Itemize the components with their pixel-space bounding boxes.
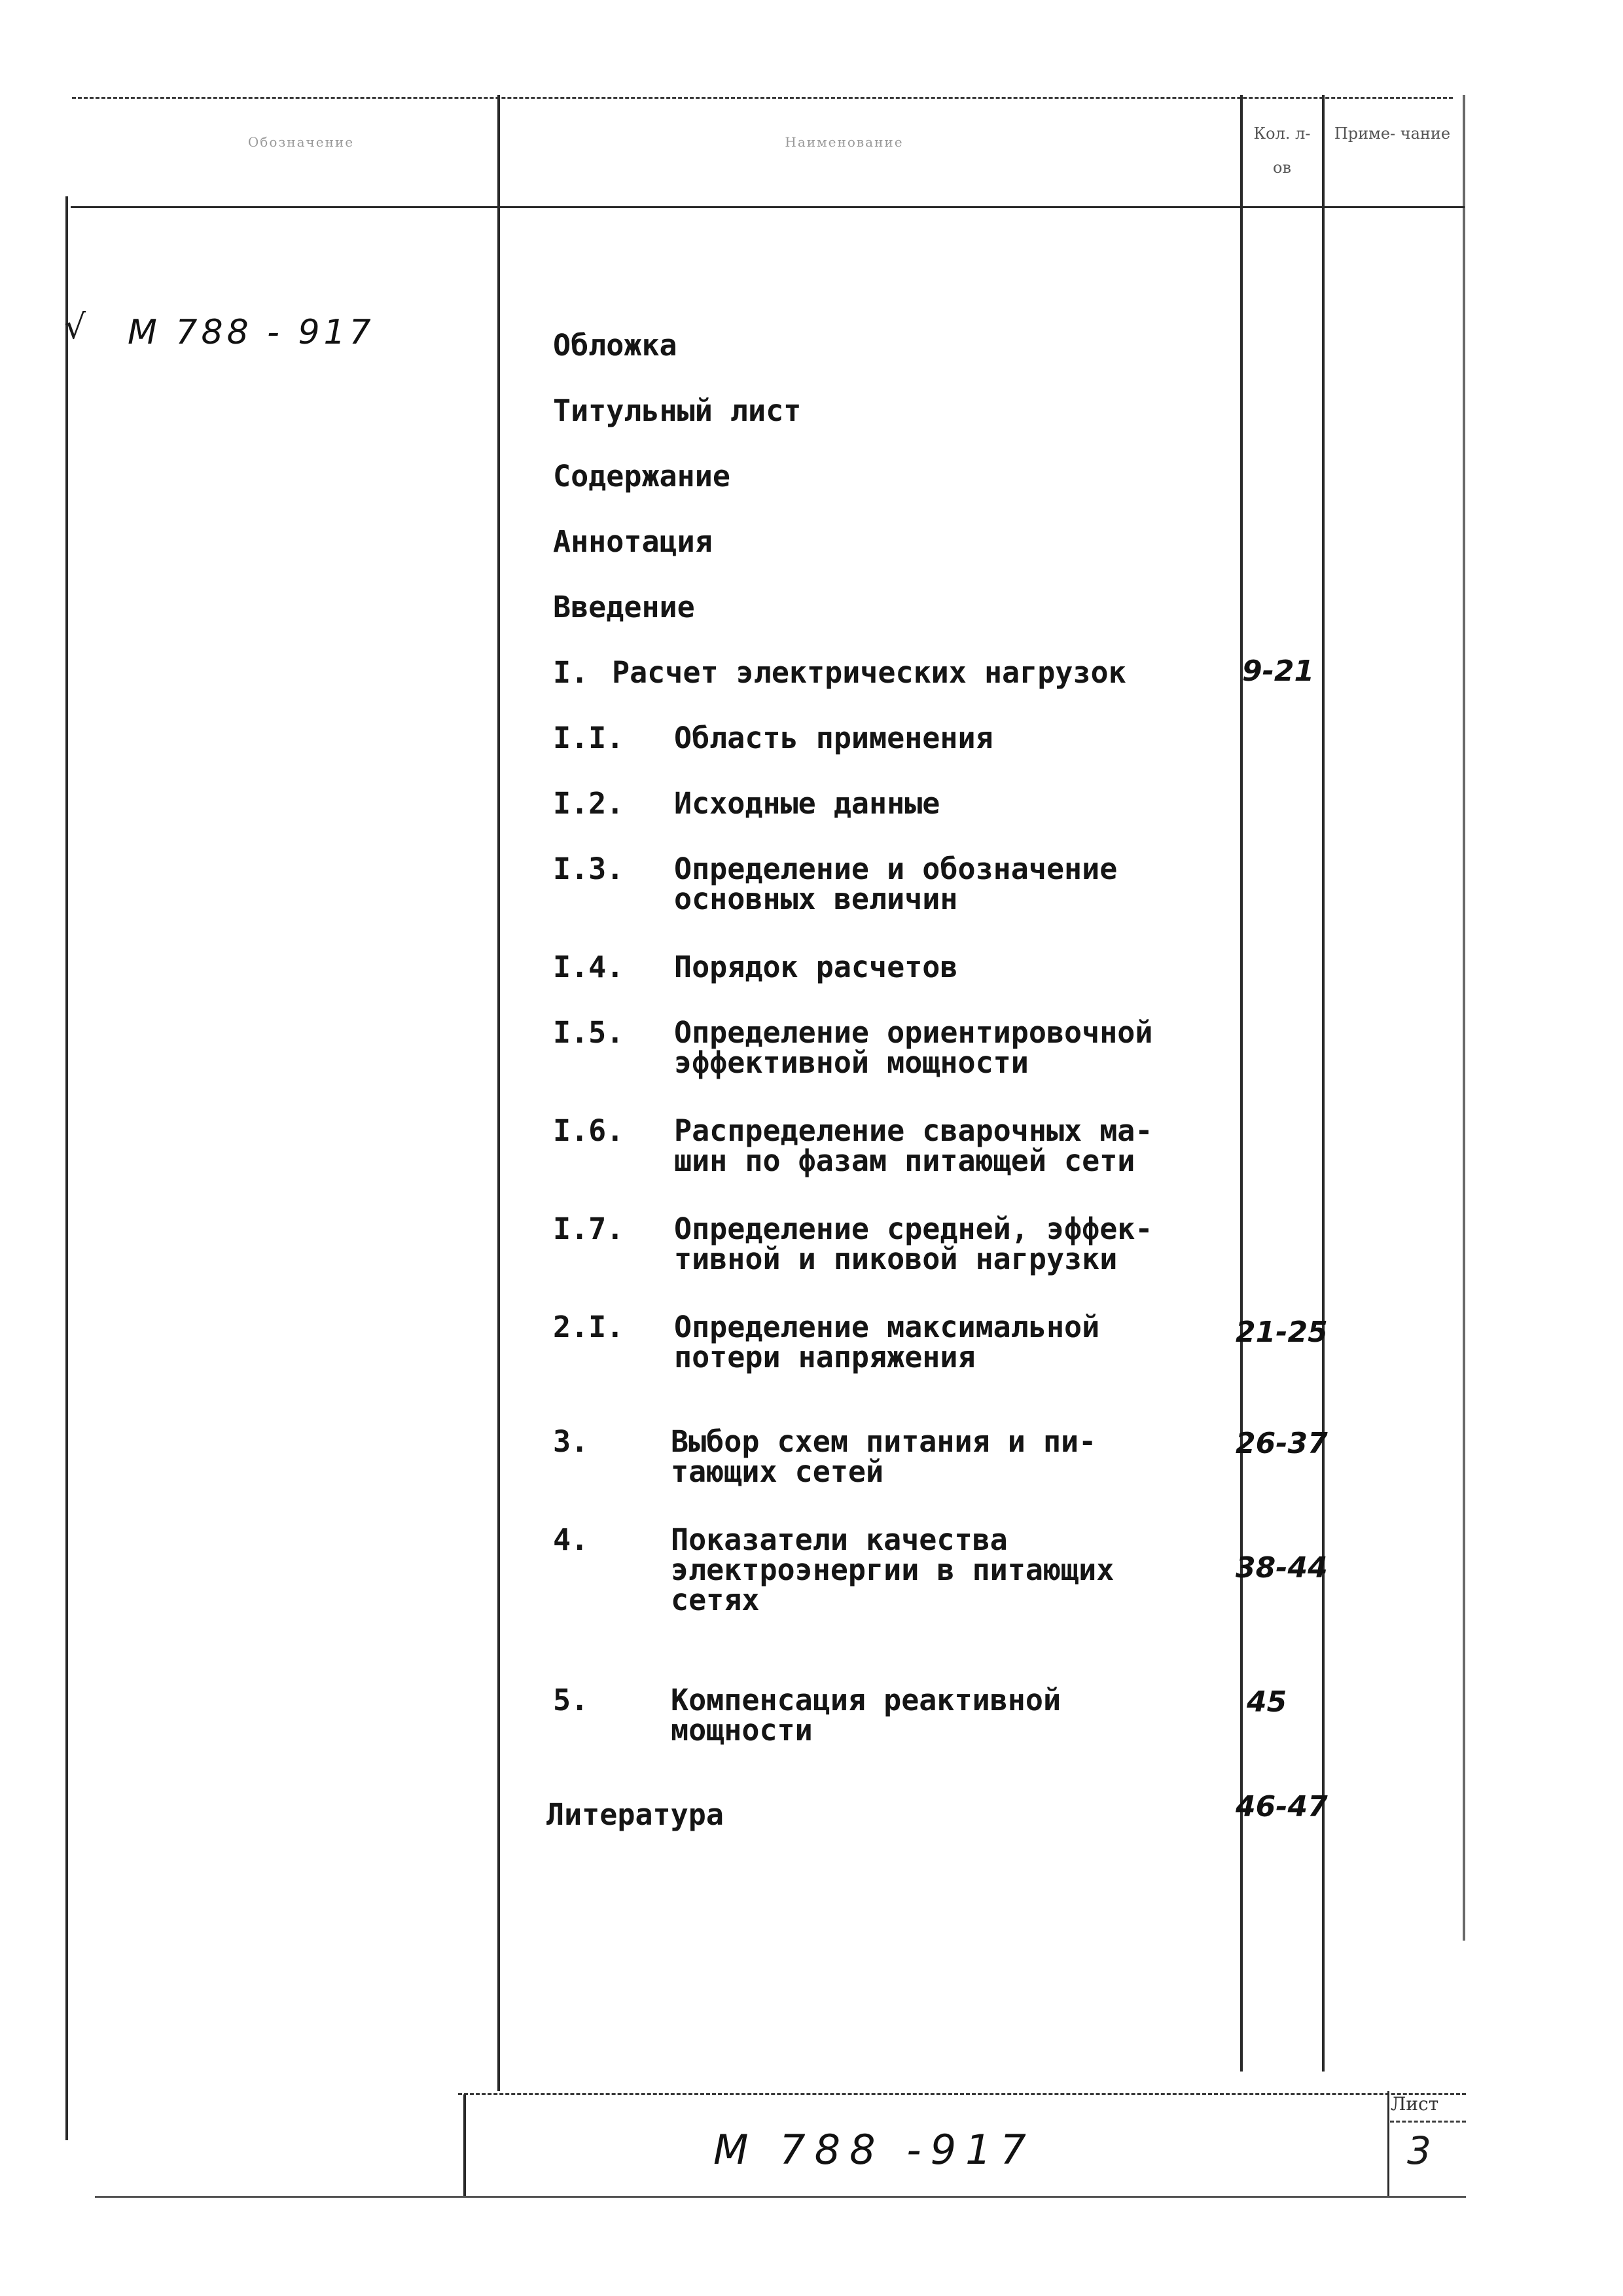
sheet-label-underline — [1390, 2121, 1466, 2125]
sheet-label: Лист — [1391, 2093, 1439, 2115]
toc-item-num: 5. — [553, 1683, 589, 1717]
toc-item-num: 3. — [553, 1424, 589, 1459]
toc-item-num: I.I. — [553, 721, 624, 755]
frame-right-line — [1463, 95, 1465, 1941]
sheet-number: 3 — [1407, 2128, 1431, 2173]
titleblock-document-code: М 788 -917 — [713, 2126, 1035, 2174]
toc-item-num: I.2. — [553, 786, 624, 821]
toc-item-num: I.5. — [553, 1015, 624, 1050]
toc-item-text: Определение средней, эффек- тивной и пиковой нагрузки — [674, 1211, 1153, 1276]
column-divider-2 — [1240, 95, 1243, 2072]
toc-item-introduction: Введение — [553, 590, 695, 624]
column-divider-1 — [497, 95, 500, 2091]
toc-item-text: Определение и обозначение основных величин — [674, 852, 1118, 916]
toc-item-text: Компенсация реактивной мощности — [671, 1683, 1061, 1748]
header-designation-label: Обозначение — [247, 134, 355, 150]
toc-item-text: Исходные данные — [674, 786, 940, 821]
toc-item-text: Определение ориентировочной эффективной мощности — [674, 1015, 1153, 1080]
toc-item-title-page: Титульный лист — [553, 393, 802, 428]
header-bottom-line — [71, 206, 1465, 208]
titleblock-sheet-divider — [1387, 2091, 1389, 2196]
top-border — [72, 97, 1453, 101]
toc-item-num: 4. — [553, 1522, 589, 1557]
toc-item-pages: 21-25 — [1236, 1316, 1328, 1349]
toc-item-literature: Литература — [546, 1797, 724, 1832]
toc-item-text: Определение максимальной потери напряжения — [674, 1310, 1100, 1374]
toc-item-annotation: Аннотация — [553, 524, 713, 559]
header-name-label: Наименование — [785, 134, 904, 150]
toc-item-cover: Обложка — [553, 328, 677, 363]
toc-item-pages: 9-21 — [1242, 655, 1315, 688]
toc-item-num: I.4. — [553, 950, 624, 984]
column-divider-3 — [1322, 95, 1325, 2072]
toc-item-text: Порядок расчетов — [674, 950, 958, 984]
toc-item-text: Распределение сварочных ма- шин по фазам питающей сети — [674, 1113, 1153, 1178]
toc-item-text: Показатели качества электроэнергии в питающих сетях — [671, 1522, 1115, 1617]
toc-item-text: Область применения — [674, 721, 993, 755]
toc-item-contents: Содержание — [553, 459, 730, 493]
titleblock-top-line — [458, 2093, 1466, 2097]
toc-item-num: I.3. — [553, 852, 624, 886]
toc-item-pages: 26-37 — [1236, 1427, 1328, 1460]
toc-item-num: I. — [553, 655, 589, 690]
toc-item-text: Расчет электрических нагрузок — [612, 655, 1126, 690]
frame-left-line — [65, 196, 68, 2140]
toc-item-text: Выбор схем питания и пи- тающих сетей — [671, 1424, 1097, 1489]
toc-item-pages: 45 — [1247, 1685, 1287, 1719]
header-note-label: Приме- чание — [1334, 124, 1451, 143]
toc-item-pages: 38-44 — [1236, 1551, 1328, 1585]
titleblock-bottom-line — [95, 2196, 1466, 2198]
document-code: М 788 - 917 — [128, 313, 375, 352]
toc-item-num: I.6. — [553, 1113, 624, 1148]
toc-item-num: I.7. — [553, 1211, 624, 1246]
titleblock-left-line — [463, 2094, 466, 2196]
check-mark: √ — [64, 308, 86, 347]
header-sheets-count-label: Кол. л-ов — [1253, 124, 1311, 177]
toc-item-pages: 46-47 — [1236, 1790, 1328, 1823]
toc-item-num: 2.I. — [553, 1310, 624, 1344]
